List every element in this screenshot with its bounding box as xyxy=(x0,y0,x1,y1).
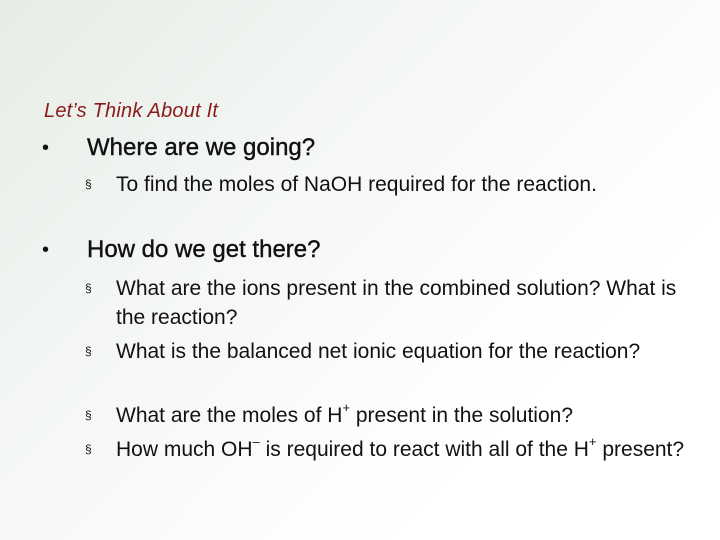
bullet-marker: • xyxy=(42,137,50,159)
sub-bullet-marker: § xyxy=(85,344,92,358)
sub-bullet-text: What is the balanced net ionic equation for the reaction? xyxy=(116,340,641,363)
sub-bullet-marker: § xyxy=(85,442,92,456)
bullet-marker: • xyxy=(42,239,50,261)
sub-bullet-marker: § xyxy=(85,281,92,295)
bullet-text: How do we get there? xyxy=(87,236,321,263)
sub-bullet-text: What are the moles of H+ present in the solution? xyxy=(116,400,574,427)
sub-bullet-text: How much OH– is required to react with all of the H+ present? xyxy=(116,434,685,461)
bullet-text: Where are we going? xyxy=(87,134,316,161)
sub-bullet-marker: § xyxy=(85,408,92,422)
sub-bullet-text: What are the ions present in the combined solution? What is the reaction? xyxy=(116,277,677,329)
sub-bullet-text: To find the moles of NaOH required for the reaction. xyxy=(116,173,597,196)
sub-bullet-marker: § xyxy=(85,177,92,191)
slide-heading: Let’s Think About It xyxy=(44,100,219,122)
